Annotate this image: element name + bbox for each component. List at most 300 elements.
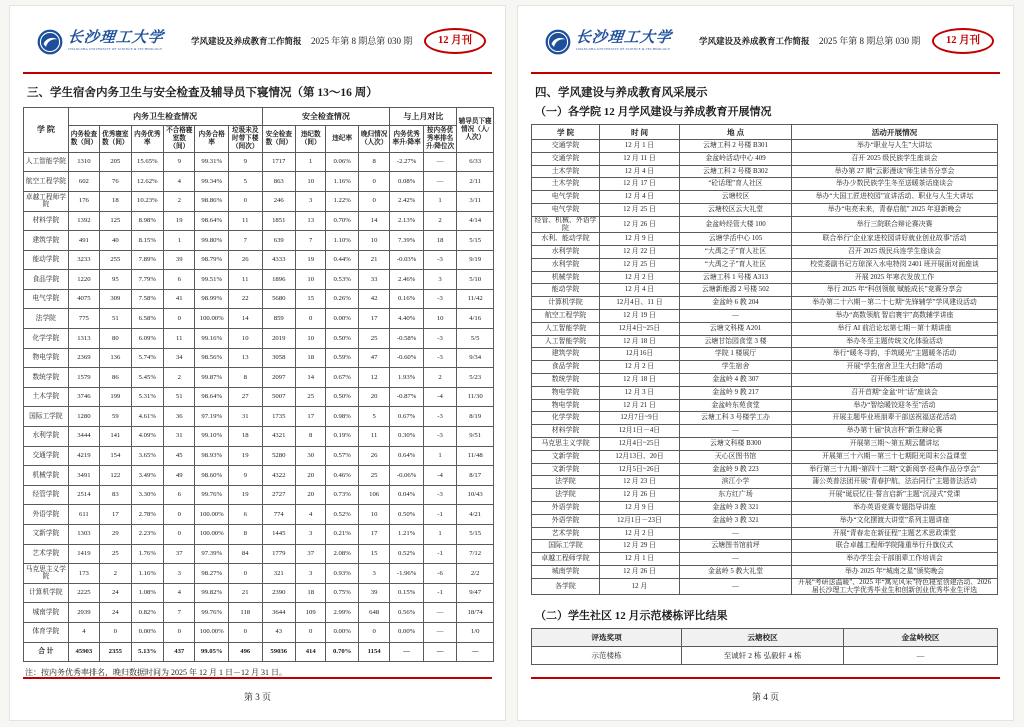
cell: 马克思主义学院: [24, 564, 69, 584]
table-row: [532, 310, 998, 323]
table-row: [24, 348, 494, 368]
cell: 12 月 26 日: [600, 216, 680, 232]
cell: 4075: [68, 289, 99, 309]
column-header: 地 点: [680, 125, 792, 140]
cell: 举办学生会干部朋辈工作培训会: [792, 553, 998, 566]
cell: 10: [423, 309, 456, 329]
cell: 0.21%: [326, 525, 358, 545]
cell: 计算机学院: [532, 297, 600, 310]
cell: -0.58%: [390, 329, 423, 349]
cell: 2.42%: [390, 191, 423, 211]
cell: 12 月 4 日: [600, 165, 680, 178]
cell: 100.00%: [195, 505, 228, 525]
cell: 机械学院: [24, 466, 69, 486]
cell: 计算机学院: [24, 583, 69, 603]
column-header: 不合格寝室数（间）: [164, 126, 195, 153]
cell: 云塘新能源 2 号楼 502: [680, 284, 792, 297]
cell: 3: [164, 564, 195, 584]
cell: 金盆岭东苑食堂: [680, 399, 792, 412]
footer-rule: [23, 677, 492, 679]
table-row: [532, 476, 998, 489]
table-row: [24, 642, 494, 662]
cell: —: [680, 553, 792, 566]
cell: 45: [164, 446, 195, 466]
cell: 召开 2025 级民族学生座谈会: [792, 152, 998, 165]
table-row: [24, 270, 494, 290]
cell: 125: [100, 211, 131, 231]
table-row: [532, 297, 998, 310]
cell: -6: [423, 564, 456, 584]
cell: 滨江小学: [680, 476, 792, 489]
cell: 1419: [68, 544, 99, 564]
cell: 97.19%: [195, 407, 228, 427]
cell: 17: [358, 309, 389, 329]
table-row: [24, 525, 494, 545]
cell: 774: [262, 505, 295, 525]
cell: 物电学院: [24, 348, 69, 368]
cell: 云塘图书馆前坪: [680, 540, 792, 553]
cell: 3491: [68, 466, 99, 486]
cell: 校党委副书记方琼深入水电特岗 2401 班开展面对面座谈: [792, 258, 998, 271]
cell: 举办第 27 期“云影漫谈”师生读书分享会: [792, 165, 998, 178]
cell: 11: [358, 427, 389, 447]
cell: 12 月 2 日: [600, 527, 680, 540]
cell: 47: [358, 348, 389, 368]
cell: 33: [358, 270, 389, 290]
cell: 0.56%: [390, 603, 423, 623]
cell: -3: [423, 485, 456, 505]
cell: 4333: [262, 250, 295, 270]
cell: 98.93%: [195, 446, 228, 466]
cell: 5.31%: [131, 387, 163, 407]
cell: 1313: [68, 329, 99, 349]
cell: 0.06%: [326, 152, 358, 172]
cell: 43: [262, 622, 295, 642]
cell: 0: [296, 622, 326, 642]
cell: 1.21%: [390, 525, 423, 545]
cell: 19: [164, 211, 195, 231]
cell: 5: [228, 172, 262, 192]
cell: 5.13%: [131, 642, 163, 662]
cell: 电气学院: [532, 191, 600, 204]
cell: 4/14: [457, 211, 494, 231]
footer-rule: [531, 677, 1000, 679]
cell: 5.45%: [131, 368, 163, 388]
cell: 24: [100, 583, 131, 603]
cell: 0.70%: [326, 211, 358, 231]
cell: 金盆岭 5 教大礼堂: [680, 565, 792, 578]
cell: 99.34%: [195, 172, 228, 192]
table-row: [532, 152, 998, 165]
cell: 0.59%: [326, 348, 358, 368]
cell: 金盆岭 9 教 223: [680, 463, 792, 476]
cell: 8.15%: [131, 231, 163, 251]
cell: 9: [228, 152, 262, 172]
column-header: 安全检查数（间）: [262, 126, 295, 153]
table-row: [532, 540, 998, 553]
table-row: [24, 603, 494, 623]
cell: 40: [100, 231, 131, 251]
table-row: [532, 140, 998, 153]
cell: 4: [164, 172, 195, 192]
cell: 学生宿舍: [680, 361, 792, 374]
header-rule: [531, 72, 1000, 74]
cell: 5007: [262, 387, 295, 407]
cell: 12 月 21 日: [600, 399, 680, 412]
compare-group-header: 与上月对比: [390, 108, 457, 126]
cell: 5680: [262, 289, 295, 309]
cell: -3: [423, 289, 456, 309]
cell: 98.60%: [195, 466, 228, 486]
cell: —: [423, 152, 456, 172]
cell: 19: [228, 485, 262, 505]
cell: 8.98%: [131, 211, 163, 231]
cell: 14: [358, 211, 389, 231]
cell: 99.16%: [195, 329, 228, 349]
table-row: [532, 527, 998, 540]
column-header: 时 间: [600, 125, 680, 140]
table-row: [24, 564, 494, 584]
cell: 法学院: [24, 309, 69, 329]
cell: 99.05%: [195, 642, 228, 662]
university-name-block: [576, 26, 696, 54]
table-row: [532, 463, 998, 476]
table-row: [532, 203, 998, 216]
cell: 1280: [68, 407, 99, 427]
cell: 12.62%: [131, 172, 163, 192]
table-row: [24, 544, 494, 564]
cell: 12 月 1 日: [600, 140, 680, 153]
cell: 0: [358, 191, 389, 211]
cell: 41: [164, 289, 195, 309]
cell: 49: [164, 466, 195, 486]
cell: 3: [358, 564, 389, 584]
cell: 1154: [358, 642, 389, 662]
cell: 12 月 2 日: [600, 271, 680, 284]
cell: 12月16日: [600, 348, 680, 361]
cell: 51: [164, 387, 195, 407]
cell: 10/43: [457, 485, 494, 505]
cell: 1579: [68, 368, 99, 388]
cell: 9: [228, 466, 262, 486]
cell: 639: [262, 231, 295, 251]
activities-table-body: [532, 140, 998, 595]
cell: 4/16: [457, 309, 494, 329]
cell: 召开 2025 级民兵连学生座谈会: [792, 246, 998, 259]
issue-number: 2025 年第 8 期总第 030 期: [819, 36, 921, 46]
cell: 12 月 25 日: [600, 258, 680, 271]
cell: 22: [228, 289, 262, 309]
cell: 2.23%: [131, 525, 163, 545]
cell: 3746: [68, 387, 99, 407]
table-row: [532, 246, 998, 259]
cell: 0.00%: [326, 309, 358, 329]
cell: 建筑学院: [24, 231, 69, 251]
cell: 9: [164, 152, 195, 172]
cell: 97.39%: [195, 544, 228, 564]
subsection-1-title: （一）各学院 12 月学风建设与养成教育开展情况: [535, 106, 772, 118]
cell: 199: [100, 387, 131, 407]
cell: 1: [423, 525, 456, 545]
cell: 7/12: [457, 544, 494, 564]
cell: 12月13日、20日: [600, 450, 680, 463]
cell: 34: [164, 348, 195, 368]
cell: -1.96%: [390, 564, 423, 584]
cell: 109: [296, 603, 326, 623]
cell: 12 月 4 日: [600, 284, 680, 297]
column-header: 按内务优秀率排名升/降位次: [423, 126, 456, 153]
cell: 1310: [68, 152, 99, 172]
cell: 城南学院: [24, 603, 69, 623]
cell: 1.08%: [131, 583, 163, 603]
cell: 0.52%: [390, 544, 423, 564]
table-row: [532, 578, 998, 594]
cell: 0.57%: [326, 446, 358, 466]
cell: 文新学院: [532, 463, 600, 476]
cell: 1851: [262, 211, 295, 231]
cell: 37: [296, 544, 326, 564]
cell: 1.93%: [390, 368, 423, 388]
table-row: [532, 399, 998, 412]
cell: 金盆岭 9 教 217: [680, 386, 792, 399]
cell: 外语学院: [532, 501, 600, 514]
cell: 联合举行“企业家进校园讲好就业创业故事”活动: [792, 233, 998, 246]
university-name-block: [68, 26, 188, 54]
cell: 物电学院: [532, 399, 600, 412]
cell: 863: [262, 172, 295, 192]
cell: 0.93%: [326, 564, 358, 584]
cell: 12 月 11 日: [600, 152, 680, 165]
cell: 2097: [262, 368, 295, 388]
cell: -4: [423, 466, 456, 486]
column-header: 内务优秀率: [131, 126, 163, 153]
cell: -0.60%: [390, 348, 423, 368]
cell: 1735: [262, 407, 295, 427]
cell: 云塘工科 2 号楼 B301: [680, 140, 792, 153]
cell: 9/51: [457, 427, 494, 447]
cell: 举办“电亮未来，青春启航” 2025 年迎新晚会: [792, 203, 998, 216]
cell: 艺术学院: [532, 527, 600, 540]
cell: 航空工程学院: [24, 172, 69, 192]
cell: 0: [164, 525, 195, 545]
cell: 0.44%: [326, 250, 358, 270]
cell: 3.30%: [131, 485, 163, 505]
cell: 20: [296, 485, 326, 505]
cell: 4.61%: [131, 407, 163, 427]
cell: —: [390, 642, 423, 662]
cell: 数统学院: [532, 374, 600, 387]
cell: 18: [296, 348, 326, 368]
cell: 99.82%: [195, 583, 228, 603]
cell: 8/19: [457, 407, 494, 427]
cell: 2/2: [457, 564, 494, 584]
table-row: [532, 258, 998, 271]
cell: 0: [100, 622, 131, 642]
cell: 食品学院: [532, 361, 600, 374]
cell: 3058: [262, 348, 295, 368]
cell: 491: [68, 231, 99, 251]
cell: 5/15: [457, 231, 494, 251]
table-row: [532, 565, 998, 578]
cell: 9/34: [457, 348, 494, 368]
cell: 举行 2025 年“科创领航 赋能成长”竞赛分享会: [792, 284, 998, 297]
cell: —: [844, 647, 998, 665]
cell: 化学学院: [24, 329, 69, 349]
cell: 电气学院: [24, 289, 69, 309]
cell: 水利学院: [532, 246, 600, 259]
cell: 7.39%: [390, 231, 423, 251]
cell: 437: [164, 642, 195, 662]
cell: 3: [423, 270, 456, 290]
cell: 2019: [262, 329, 295, 349]
university-name: 长沙理工大学: [575, 30, 673, 46]
table-row: [532, 178, 998, 191]
cell: 100.00%: [195, 622, 228, 642]
university-name: 长沙理工大学: [67, 30, 165, 46]
university-logo-icon: [545, 29, 571, 55]
cell: -3: [423, 250, 456, 270]
cell: 21: [228, 583, 262, 603]
cell: 7: [296, 231, 326, 251]
cell: 122: [100, 466, 131, 486]
cell: 0.52%: [326, 505, 358, 525]
model-building-header-row: [532, 629, 998, 647]
column-header: 优秀寝室数（间）: [100, 126, 131, 153]
cell: 205: [100, 152, 131, 172]
cell: 100.00%: [195, 525, 228, 545]
cell: 13: [228, 348, 262, 368]
cell: 0: [228, 622, 262, 642]
cell: 经管、机械、外语学院: [532, 216, 600, 232]
cell: 2: [100, 564, 131, 584]
cell: 学院 1 楼展厅: [680, 348, 792, 361]
cell: 法学院: [532, 489, 600, 502]
hygiene-group-header: 内务卫生检查情况: [68, 108, 262, 126]
cell: 召开师生座谈会: [792, 374, 998, 387]
cell: 至诚轩 2 栋 弘毅轩 4 栋: [682, 647, 844, 665]
cell: 12 月 18 日: [600, 374, 680, 387]
cell: 1717: [262, 152, 295, 172]
cell: 11/30: [457, 387, 494, 407]
cell: 土木学院: [532, 178, 600, 191]
table-row: [24, 427, 494, 447]
cell: 艺术学院: [24, 544, 69, 564]
cell: 45903: [68, 642, 99, 662]
cell: 0.16%: [390, 289, 423, 309]
cell: 12 月 1 日: [600, 553, 680, 566]
cell: 水利、能动学院: [532, 233, 600, 246]
cell: 11/48: [457, 446, 494, 466]
cell: 3/11: [457, 191, 494, 211]
cell: 2: [423, 368, 456, 388]
cell: 176: [68, 191, 99, 211]
cell: 6: [164, 485, 195, 505]
cell: 马克思主义学院: [532, 438, 600, 451]
cell: 118: [228, 603, 262, 623]
cell: 496: [228, 642, 262, 662]
cell: 18: [423, 231, 456, 251]
cell: 11: [164, 329, 195, 349]
cell: 4/21: [457, 505, 494, 525]
cell: 2: [423, 211, 456, 231]
cell: 30: [296, 446, 326, 466]
cell: 举办“大国工匠进校园”宣讲活动、职业与人生大讲坛: [792, 191, 998, 204]
cell: 51: [100, 309, 131, 329]
table-row: [24, 152, 494, 172]
cell: 云塘工科 3 号楼学工办: [680, 412, 792, 425]
table-row: [24, 387, 494, 407]
cell: 2.78%: [131, 505, 163, 525]
cell: 开展“诞辰忆往·誓言启新”主题“沉浸式”党课: [792, 489, 998, 502]
cell: 14: [228, 309, 262, 329]
cell: 0.00%: [390, 622, 423, 642]
cell: 99.76%: [195, 485, 228, 505]
cell: 文新学院: [24, 525, 69, 545]
cell: 举办第二十六期－第二十七期“先锋辅学”学风建设活动: [792, 297, 998, 310]
cell: 59036: [262, 642, 295, 662]
cell: 98.64%: [195, 387, 228, 407]
cell: 31: [164, 427, 195, 447]
cell: 4.40%: [390, 309, 423, 329]
table-row: [24, 289, 494, 309]
cell: 2355: [100, 642, 131, 662]
table-row: [24, 329, 494, 349]
cell: 开展“学生宿舍卫生大扫除”活动: [792, 361, 998, 374]
cell: 2390: [262, 583, 295, 603]
table-row: [532, 450, 998, 463]
table-row: [24, 211, 494, 231]
cell: 84: [228, 544, 262, 564]
cell: 76: [100, 172, 131, 192]
cell: -3: [423, 329, 456, 349]
cell: 6: [164, 270, 195, 290]
cell: 12 月 17 日: [600, 178, 680, 191]
cell: 18/74: [457, 603, 494, 623]
cell: 蒲公英普法团开展“青春护航，法治同行”主题普法活动: [792, 476, 998, 489]
cell: 机械学院: [532, 271, 600, 284]
cell: 1: [296, 152, 326, 172]
cell: 6/33: [457, 152, 494, 172]
cell: 12月1日－4日: [600, 425, 680, 438]
cell: 5280: [262, 446, 295, 466]
cell: 17: [358, 525, 389, 545]
column-header: 学 院: [532, 125, 600, 140]
cell: 98.64%: [195, 211, 228, 231]
cell: 人工智能学院: [532, 335, 600, 348]
cell: 18: [296, 583, 326, 603]
cell: 18: [100, 191, 131, 211]
cell: 106: [358, 485, 389, 505]
cell: 80: [100, 329, 131, 349]
cell: 12月1日－23日: [600, 514, 680, 527]
subsection-2-title: （二）学生社区 12 月示范楼栋评比结果: [535, 610, 728, 623]
table-row: [532, 425, 998, 438]
cell: 611: [68, 505, 99, 525]
cell: 开展主题毕业班朋辈干部送祝福送花活动: [792, 412, 998, 425]
cell: -1: [423, 505, 456, 525]
cell: 12 月 4 日: [600, 191, 680, 204]
cell: 1.16%: [326, 172, 358, 192]
cell: 举办冬至主题传统文化体验活动: [792, 335, 998, 348]
cell: 9/47: [457, 583, 494, 603]
header-rule: [23, 72, 492, 74]
cell: —: [457, 642, 494, 662]
cell: 7: [228, 231, 262, 251]
cell: —: [680, 425, 792, 438]
cell: 3233: [68, 250, 99, 270]
cell: 8/17: [457, 466, 494, 486]
column-header: 晚归情况（人次）: [358, 126, 389, 153]
